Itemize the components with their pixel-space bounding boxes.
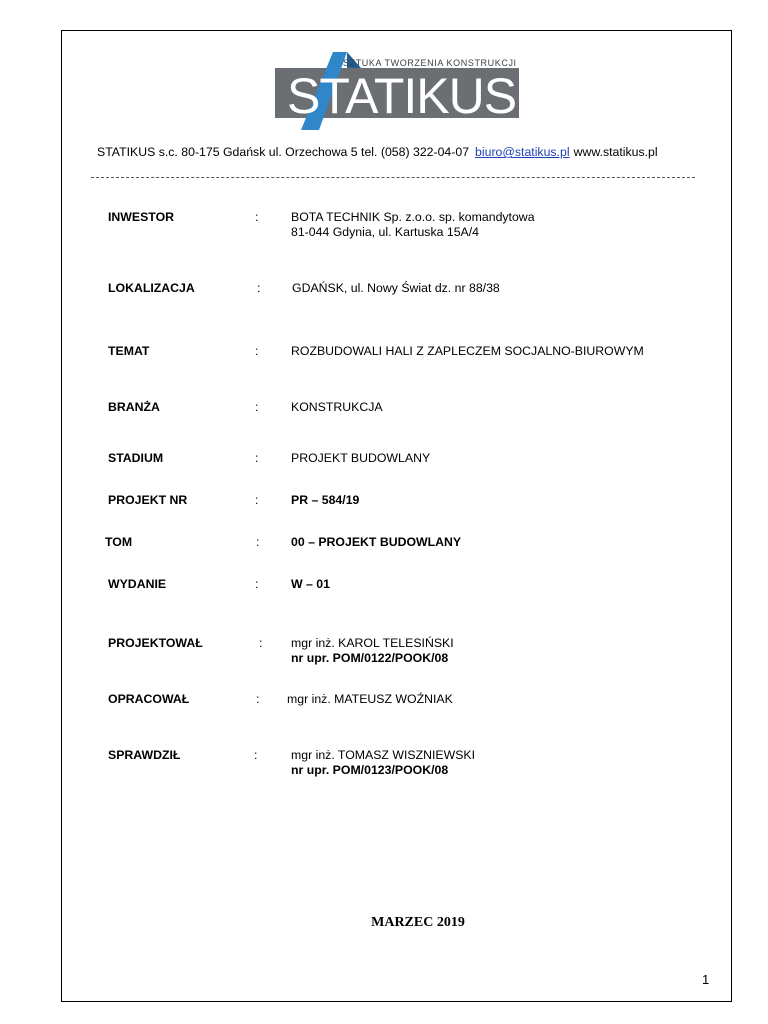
field-label: INWESTOR <box>108 210 175 224</box>
page-border <box>61 30 732 1002</box>
field-value <box>291 210 535 240</box>
field-value <box>291 636 454 666</box>
company-address: STATIKUS s.c. 80-175 Gdańsk ul. Orzechowa 5 tel. (058) 322-04-07 <box>97 145 470 159</box>
field-colon: : <box>256 535 260 549</box>
logo-tagline: SZTUKA TWORZENIA KONSTRUKCJI <box>343 58 517 68</box>
field-colon: : <box>254 748 258 762</box>
company-info <box>97 145 658 159</box>
field-label: STADIUM <box>108 451 164 465</box>
field-label: SPRAWDZIŁ <box>108 748 181 762</box>
field-colon: : <box>255 210 259 224</box>
field-label: TEMAT <box>108 344 150 358</box>
field-colon: : <box>255 451 259 465</box>
document-date: MARZEC 2019 <box>371 915 465 930</box>
field-label: PROJEKTOWAŁ <box>108 636 203 650</box>
field-label: LOKALIZACJA <box>108 281 195 295</box>
field-colon: : <box>259 636 263 650</box>
field-colon: : <box>257 281 261 295</box>
field-value: GDAŃSK, ul. Nowy Świat dz. nr 88/38 <box>292 281 500 295</box>
field-label: WYDANIE <box>108 577 167 591</box>
checker-license: nr upr. POM/0123/POOK/08 <box>291 763 449 777</box>
field-value: PROJEKT BUDOWLANY <box>291 451 431 465</box>
field-value: 00 – PROJEKT BUDOWLANY <box>291 535 462 549</box>
designer-name: mgr inż. KAROL TELESIŃSKI <box>291 636 454 650</box>
field-label: TOM <box>105 535 133 549</box>
statikus-logo <box>275 52 519 130</box>
field-colon: : <box>255 577 259 591</box>
page-number: 1 <box>702 972 710 987</box>
field-value <box>291 748 475 778</box>
field-colon: : <box>256 692 260 706</box>
field-label: OPRACOWAŁ <box>108 692 190 706</box>
field-label: PROJEKT NR <box>108 493 188 507</box>
designer-license: nr upr. POM/0122/POOK/08 <box>291 651 449 665</box>
investor-address: 81-044 Gdynia, ul. Kartuska 15A/4 <box>291 225 479 239</box>
field-colon: : <box>255 493 259 507</box>
field-colon: : <box>255 400 259 414</box>
field-label: BRANŻA <box>108 400 160 414</box>
field-value: ROZBUDOWALI HALI Z ZAPLECZEM SOCJALNO-BIUROWYM <box>291 344 644 358</box>
checker-name: mgr inż. TOMASZ WISZNIEWSKI <box>291 748 476 762</box>
field-colon: : <box>255 344 259 358</box>
field-value: PR – 584/19 <box>291 493 360 507</box>
field-value: mgr inż. MATEUSZ WOŹNIAK <box>287 692 453 706</box>
company-email-link[interactable]: biuro@statikus.pl <box>475 145 570 159</box>
logo-wordmark: STATIKUS <box>287 68 517 124</box>
field-value: W – 01 <box>291 577 330 591</box>
company-website: www.statikus.pl <box>573 145 658 159</box>
dashed-divider <box>91 177 695 178</box>
investor-name: BOTA TECHNIK Sp. z.o.o. sp. komandytowa <box>291 210 535 224</box>
field-value: KONSTRUKCJA <box>291 400 383 414</box>
